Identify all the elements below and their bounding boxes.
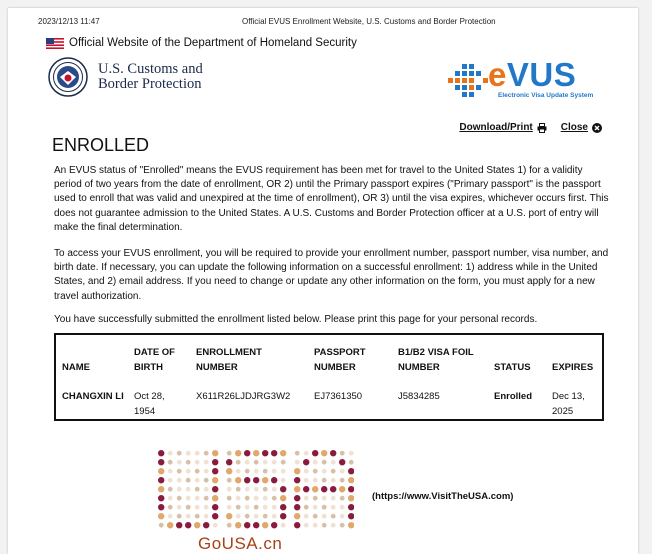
usa-background-dot [186, 478, 191, 483]
usa-letter-dot [271, 522, 277, 528]
usa-background-dot [304, 514, 309, 519]
usa-background-dot [281, 478, 286, 483]
usa-letter-dot [203, 522, 209, 528]
usa-letter-dot [158, 477, 164, 483]
usa-background-dot [177, 478, 182, 483]
usa-letter-dot [280, 486, 286, 492]
usa-background-dot [177, 496, 182, 501]
usa-background-dot [195, 505, 200, 510]
usa-background-dot [304, 469, 309, 474]
access-instructions-paragraph: To access your EVUS enrollment, you will be required to provide your enrollment number, passport number, visa number, and birth date. If necessary, you can update the following information on a successful enrollment: 1) address while in the United States, and 2) email address. If you need to change or update any other information on the form, you must apply for a new travel authorization. [54, 248, 609, 302]
usa-background-dot [340, 496, 345, 501]
usa-letter-dot [185, 522, 191, 528]
cell-expires: Dec 13, 2025 [552, 391, 585, 417]
usa-background-dot [254, 505, 259, 510]
usa-letter-dot [158, 513, 164, 519]
usa-background-dot [245, 469, 250, 474]
evus-tagline: Electronic Visa Update System [498, 92, 594, 99]
usa-background-dot [204, 469, 209, 474]
usa-letter-dot [294, 504, 300, 510]
usa-background-dot [168, 505, 173, 510]
evus-logo[interactable] [448, 58, 608, 102]
close-circle-icon [592, 123, 602, 133]
usa-background-dot [340, 451, 345, 456]
usa-background-dot [313, 496, 318, 501]
usa-background-dot [195, 451, 200, 456]
usa-background-dot [177, 469, 182, 474]
usa-letter-dot [194, 522, 200, 528]
usa-letter-dot [167, 522, 173, 528]
col-header-date-of-birth: DATE OF BIRTH [134, 347, 175, 373]
col-header-enrollment-number: ENROLLMENT NUMBER [196, 347, 262, 373]
usa-background-dot [177, 460, 182, 465]
usa-letter-dot [226, 468, 232, 474]
usa-background-dot [304, 496, 309, 501]
usa-letter-dot [294, 477, 300, 483]
usa-background-dot [195, 460, 200, 465]
page-actions [459, 122, 602, 133]
usa-background-dot [195, 469, 200, 474]
usa-background-dot [186, 460, 191, 465]
usa-background-dot [263, 505, 268, 510]
col-header-status: STATUS [494, 362, 531, 373]
usa-background-dot [349, 451, 354, 456]
usa-background-dot [186, 469, 191, 474]
enrollment-table [54, 333, 604, 421]
usa-background-dot [331, 469, 336, 474]
usa-letter-dot [244, 450, 250, 456]
usa-letter-dot [339, 486, 345, 492]
usa-background-dot [236, 505, 241, 510]
usa-background-dot [322, 478, 327, 483]
usa-background-dot [340, 478, 345, 483]
usa-background-dot [245, 487, 250, 492]
usa-letter-dot [330, 450, 336, 456]
usa-background-dot [304, 478, 309, 483]
usa-background-dot [263, 514, 268, 519]
usa-background-dot [281, 469, 286, 474]
gov-banner-text: Official Website of the Department of Homeland Security [69, 37, 357, 49]
usa-letter-dot [235, 450, 241, 456]
usa-letter-dot [212, 504, 218, 510]
usa-letter-dot [226, 459, 232, 465]
usa-background-dot [313, 514, 318, 519]
usa-background-dot [254, 460, 259, 465]
usa-background-dot [227, 487, 232, 492]
evus-globe-icon [448, 60, 490, 102]
usa-background-dot [272, 469, 277, 474]
usa-letter-dot [294, 522, 300, 528]
usa-letter-dot [235, 522, 241, 528]
usa-background-dot [186, 514, 191, 519]
gousa-brand: GoUSA.cn [198, 534, 283, 553]
usa-letter-dot [280, 504, 286, 510]
cell-passport-number: EJ7361350 [314, 391, 363, 402]
usa-letter-dot [280, 513, 286, 519]
usa-background-dot [236, 460, 241, 465]
usa-background-dot [195, 514, 200, 519]
usa-background-dot [204, 496, 209, 501]
usa-background-dot [304, 451, 309, 456]
usa-background-dot [236, 487, 241, 492]
usa-letter-dot [348, 522, 354, 528]
usa-background-dot [322, 505, 327, 510]
usa-background-dot [272, 460, 277, 465]
usa-background-dot [204, 478, 209, 483]
usa-background-dot [313, 523, 318, 528]
usa-letter-dot [303, 486, 309, 492]
usa-letter-dot [235, 477, 241, 483]
usa-background-dot [295, 460, 300, 465]
usa-background-dot [263, 496, 268, 501]
cell-enrollment-number: X611R26LJDJRG3W2 [196, 391, 291, 402]
usa-letter-dot [253, 522, 259, 528]
usa-background-dot [204, 451, 209, 456]
usa-letter-dot [348, 468, 354, 474]
usa-background-dot [340, 523, 345, 528]
download-print-link[interactable] [459, 122, 546, 133]
usa-letter-dot [348, 486, 354, 492]
usa-background-dot [236, 469, 241, 474]
usa-background-dot [168, 487, 173, 492]
close-link[interactable] [561, 122, 602, 133]
usa-background-dot [331, 505, 336, 510]
usa-letter-dot [339, 459, 345, 465]
usa-background-dot [227, 478, 232, 483]
usa-background-dot [245, 460, 250, 465]
usa-background-dot [295, 451, 300, 456]
cbp-name-line2: Border Protection [98, 76, 202, 92]
table-header-row [56, 343, 602, 385]
usa-background-dot [195, 496, 200, 501]
cell-visa-foil-number: J5834285 [398, 391, 440, 402]
usa-letter-dot [244, 477, 250, 483]
usa-background-dot [254, 487, 259, 492]
usa-letter-dot [244, 522, 250, 528]
usa-letter-dot [158, 504, 164, 510]
usa-letter-dot [253, 477, 259, 483]
page-title: ENROLLED [52, 135, 150, 155]
usa-background-dot [168, 469, 173, 474]
status-explanation-paragraph: An EVUS status of "Enrolled" means the EVUS requirement has been met for travel to the United States 1) for a validity period of two years from the date of enrollment, OR 2) until the Primary passport expires ("Primary passport" is the passport used to enroll that was valid and unexpired at the time of enrollment), OR 3) until the visa expires, whichever occurs first. This does not guarantee admission to the United States. A U.S. Customs and Border Protection officer at a U.S. port of entry will make the final determination. [54, 165, 609, 233]
usa-letter-dot [262, 522, 268, 528]
cell-date-of-birth: Oct 28, 1954 [134, 391, 165, 417]
usa-background-dot [168, 478, 173, 483]
usa-background-dot [177, 487, 182, 492]
usa-background-dot [245, 496, 250, 501]
print-page-title: Official EVUS Enrollment Website, U.S. Customs and Border Protection [242, 17, 496, 26]
usa-letter-dot [348, 513, 354, 519]
usa-dot-pattern [158, 450, 354, 528]
usa-letter-dot [271, 450, 277, 456]
usa-letter-dot [158, 486, 164, 492]
usa-background-dot [322, 460, 327, 465]
usa-background-dot [254, 496, 259, 501]
usa-background-dot [204, 505, 209, 510]
download-print-label: Download/Print [459, 122, 533, 133]
usa-letter-dot [294, 486, 300, 492]
usa-background-dot [340, 505, 345, 510]
us-flag-icon [46, 38, 64, 49]
submission-confirmation-paragraph: You have successfully submitted the enrollment listed below. Please print this page for your personal records. [54, 314, 538, 325]
usa-letter-dot [271, 477, 277, 483]
usa-letter-dot [226, 513, 232, 519]
usa-background-dot [313, 478, 318, 483]
usa-background-dot [168, 496, 173, 501]
usa-background-dot [236, 496, 241, 501]
usa-background-dot [186, 496, 191, 501]
cbp-name [98, 62, 203, 92]
col-header-name: NAME [62, 362, 90, 373]
usa-background-dot [168, 460, 173, 465]
usa-background-dot [236, 514, 241, 519]
usa-background-dot [227, 451, 232, 456]
usa-background-dot [313, 469, 318, 474]
usa-letter-dot [158, 450, 164, 456]
usa-background-dot [304, 505, 309, 510]
usa-letter-dot [294, 495, 300, 501]
visit-the-usa-url[interactable]: (https://www.VisitTheUSA.com) [372, 491, 514, 502]
usa-background-dot [245, 514, 250, 519]
usa-background-dot [340, 469, 345, 474]
usa-background-dot [272, 514, 277, 519]
usa-background-dot [331, 514, 336, 519]
cbp-name-line1: U.S. Customs and [98, 61, 203, 77]
usa-letter-dot [348, 495, 354, 501]
usa-background-dot [331, 478, 336, 483]
usa-background-dot [272, 505, 277, 510]
close-label: Close [560, 122, 588, 133]
usa-background-dot [322, 523, 327, 528]
usa-background-dot [340, 514, 345, 519]
usa-letter-dot [312, 450, 318, 456]
usa-background-dot [281, 523, 286, 528]
usa-background-dot [313, 505, 318, 510]
usa-background-dot [227, 496, 232, 501]
usa-letter-dot [212, 450, 218, 456]
usa-background-dot [195, 487, 200, 492]
usa-letter-dot [212, 459, 218, 465]
usa-background-dot [159, 523, 164, 528]
gov-banner [46, 37, 357, 49]
usa-background-dot [263, 487, 268, 492]
usa-background-dot [177, 505, 182, 510]
usa-background-dot [186, 451, 191, 456]
usa-background-dot [281, 460, 286, 465]
usa-letter-dot [176, 522, 182, 528]
usa-dot-logo[interactable] [156, 448, 354, 530]
usa-letter-dot [280, 495, 286, 501]
usa-background-dot [331, 496, 336, 501]
cbp-logo[interactable] [48, 57, 203, 97]
usa-background-dot [349, 460, 354, 465]
usa-background-dot [254, 469, 259, 474]
usa-letter-dot [321, 450, 327, 456]
usa-background-dot [322, 514, 327, 519]
usa-background-dot [168, 514, 173, 519]
usa-background-dot [272, 496, 277, 501]
usa-letter-dot [348, 477, 354, 483]
cell-name: CHANGXIN LI [62, 391, 124, 402]
usa-background-dot [227, 523, 232, 528]
usa-background-dot [322, 496, 327, 501]
usa-letter-dot [312, 486, 318, 492]
usa-letter-dot [321, 486, 327, 492]
usa-letter-dot [158, 495, 164, 501]
table-row [56, 385, 602, 419]
usa-letter-dot [253, 450, 259, 456]
evus-wordmark: eVUS [488, 56, 577, 93]
usa-letter-dot [212, 486, 218, 492]
usa-background-dot [263, 469, 268, 474]
printer-icon [537, 123, 547, 133]
usa-background-dot [304, 523, 309, 528]
usa-background-dot [272, 487, 277, 492]
usa-background-dot [213, 523, 218, 528]
usa-background-dot [168, 451, 173, 456]
usa-letter-dot [212, 513, 218, 519]
usa-background-dot [186, 505, 191, 510]
usa-letter-dot [212, 477, 218, 483]
usa-letter-dot [212, 495, 218, 501]
usa-letter-dot [294, 513, 300, 519]
usa-background-dot [322, 469, 327, 474]
col-header-passport-number: PASSPORT NUMBER [314, 347, 366, 373]
usa-letter-dot [348, 504, 354, 510]
print-date: 2023/12/13 11:47 [38, 17, 100, 26]
dhs-seal-icon [48, 57, 88, 97]
usa-background-dot [245, 505, 250, 510]
usa-letter-dot [303, 459, 309, 465]
usa-background-dot [331, 460, 336, 465]
usa-background-dot [195, 478, 200, 483]
usa-letter-dot [158, 468, 164, 474]
usa-background-dot [227, 505, 232, 510]
usa-background-dot [177, 451, 182, 456]
usa-background-dot [263, 460, 268, 465]
usa-letter-dot [294, 468, 300, 474]
usa-background-dot [204, 460, 209, 465]
usa-letter-dot [262, 477, 268, 483]
usa-background-dot [254, 514, 259, 519]
usa-letter-dot [158, 459, 164, 465]
usa-letter-dot [262, 450, 268, 456]
usa-letter-dot [212, 468, 218, 474]
usa-letter-dot [330, 486, 336, 492]
usa-background-dot [204, 514, 209, 519]
usa-letter-dot [280, 450, 286, 456]
usa-background-dot [331, 523, 336, 528]
usa-background-dot [186, 487, 191, 492]
usa-background-dot [204, 487, 209, 492]
usa-background-dot [313, 460, 318, 465]
print-page [8, 8, 638, 554]
cell-status: Enrolled [494, 391, 533, 402]
col-header-visa-foil-number: B1/B2 VISA FOIL NUMBER [398, 347, 474, 373]
col-header-expires: EXPIRES [552, 362, 594, 373]
usa-background-dot [177, 514, 182, 519]
